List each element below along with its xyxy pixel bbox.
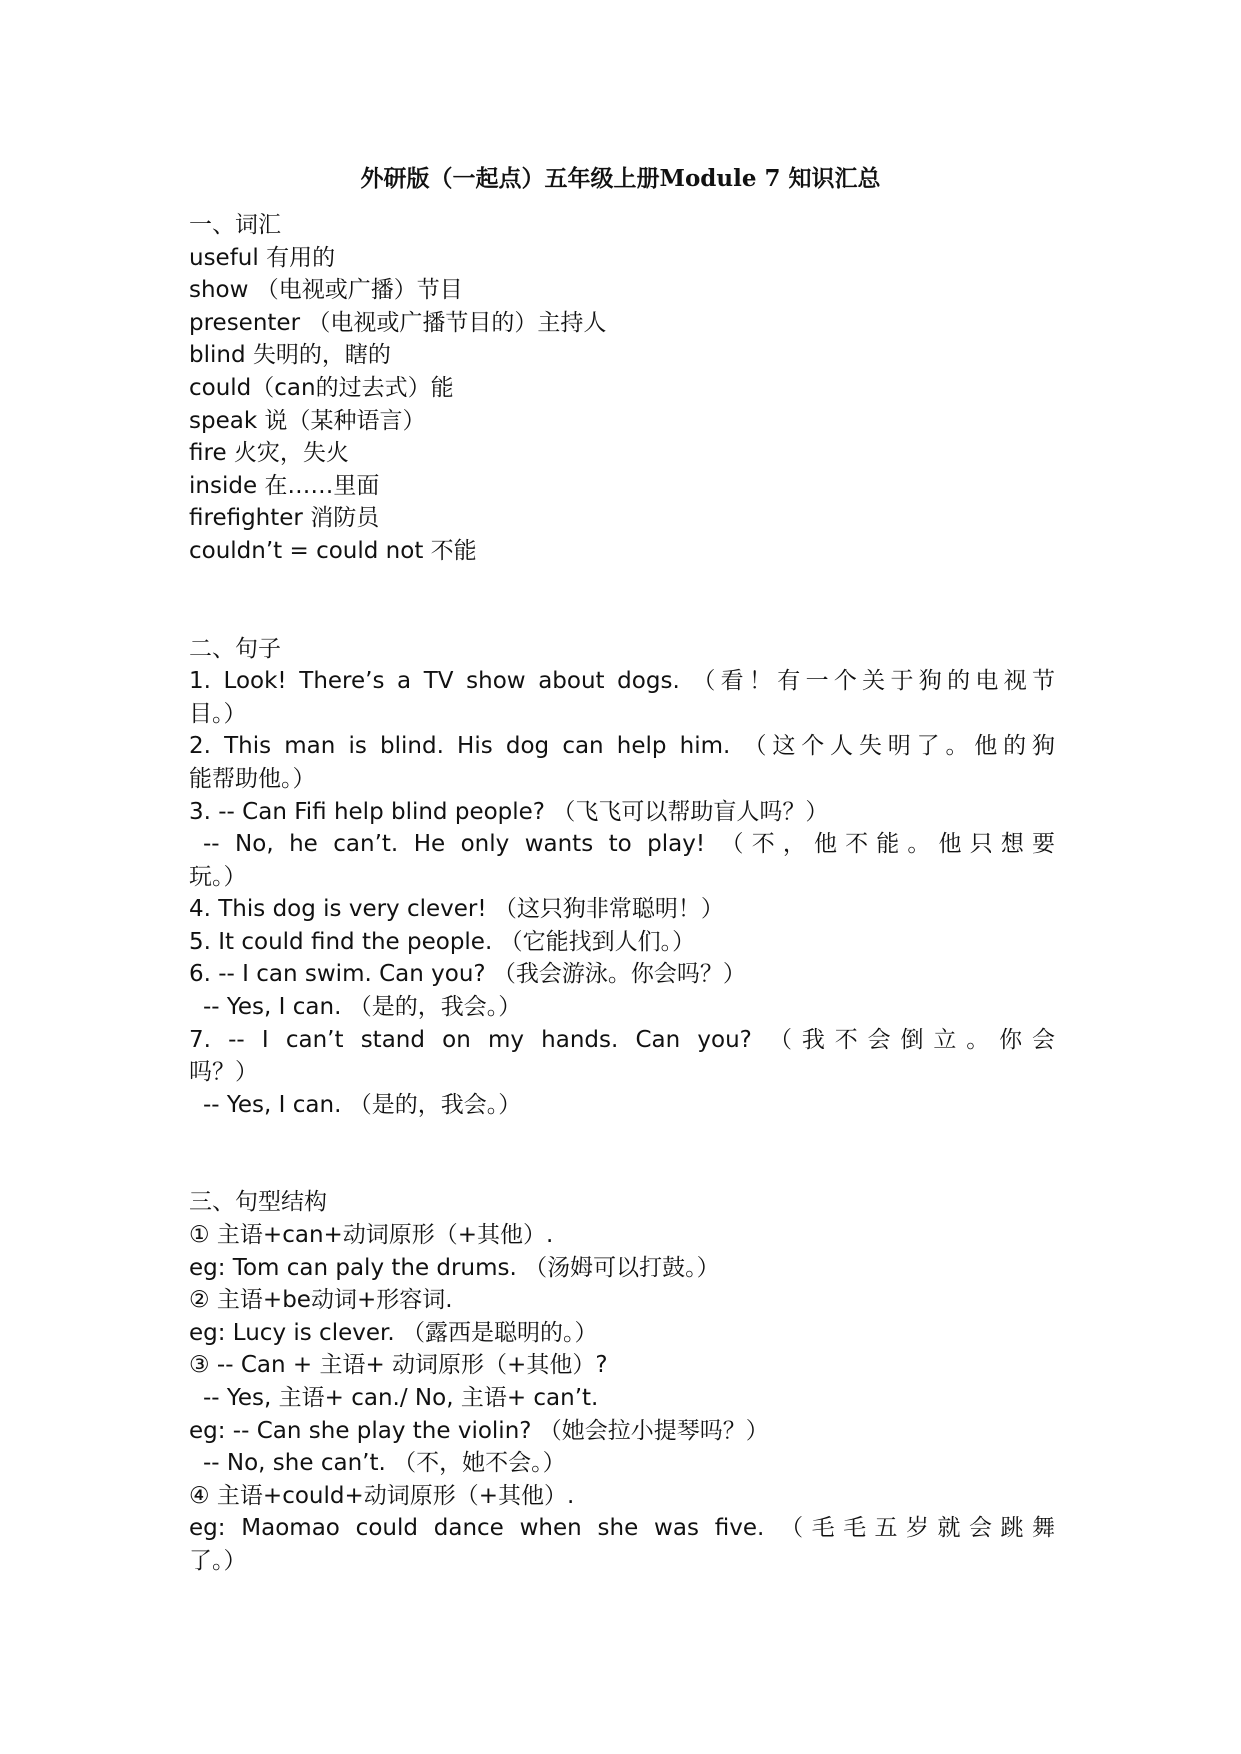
vocab-item: could（can的过去式）能	[189, 374, 454, 401]
structure-line: ① 主语+can+动词原形（+其他）.	[189, 1222, 554, 1249]
structure-line: eg: Lucy is clever. （露西是聪明的。）	[189, 1319, 598, 1346]
sentence-line: 3. -- Can Fifi help blind people? （飞飞可以帮助盲人吗？）	[189, 798, 829, 825]
structure-line: ④ 主语+could+动词原形（+其他）.	[189, 1482, 575, 1509]
sentences-heading: 二、句子	[189, 635, 281, 662]
sentence-line: 1. Look! There’s a TV show about dogs. （看！有一个关于狗的电视节	[189, 668, 1055, 695]
sentence-line: 6. -- I can swim. Can you? （我会游泳。你会吗？）	[189, 961, 746, 988]
structures-heading: 三、句型结构	[189, 1189, 327, 1216]
vocab-item: fire 火灾，失火	[189, 440, 349, 467]
section-spacer	[189, 1121, 1055, 1186]
sentence-line: -- Yes, I can. （是的，我会。）	[203, 1091, 522, 1118]
sentence-line: 4. This dog is very clever! （这只狗非常聪明！）	[189, 896, 724, 923]
vocab-item: inside 在……里面	[189, 472, 380, 499]
document-title: 外研版（一起点）五年级上册Module 7 知识汇总	[360, 165, 881, 192]
sentence-line: 5. It could find the people. （它能找到人们。）	[189, 928, 696, 955]
sentence-line: 目。）	[189, 700, 247, 727]
structure-line: eg: Tom can paly the drums. （汤姆可以打鼓。）	[189, 1254, 720, 1281]
structure-line: -- No, she can’t. （不，她不会。）	[203, 1450, 566, 1477]
sentence-line: -- Yes, I can. （是的，我会。）	[203, 994, 522, 1021]
vocab-item: presenter （电视或广播节目的）主持人	[189, 309, 607, 336]
vocab-item: firefighter 消防员	[189, 505, 380, 532]
vocab-item: blind 失明的，瞎的	[189, 342, 391, 369]
structure-line: -- Yes, 主语+ can./ No, 主语+ can’t.	[203, 1385, 599, 1411]
sentence-line: 玩。）	[189, 863, 247, 890]
vocab-item: couldn’t = could not 不能	[189, 537, 477, 564]
sentence-line: 7. -- I can’t stand on my hands. Can you? （我不会倒立。你会	[189, 1026, 1055, 1053]
document-body	[189, 209, 1055, 1578]
vocab-heading: 一、词汇	[189, 212, 281, 238]
structure-line: ② 主语+be动词+形容词.	[189, 1287, 453, 1314]
vocab-item: speak 说（某种语言）	[189, 407, 426, 434]
vocab-item: show （电视或广播）节目	[189, 277, 463, 304]
section-spacer	[189, 568, 1055, 633]
sentence-line: 吗？）	[189, 1059, 258, 1086]
structure-line: 了。）	[189, 1547, 247, 1574]
structure-line: ③ -- Can + 主语+ 动词原形（+其他）?	[189, 1352, 608, 1379]
vocab-item: useful 有用的	[189, 244, 336, 271]
structure-line: eg: -- Can she play the violin? （她会拉小提琴吗？）	[189, 1417, 769, 1444]
structure-line: eg: Maomao could dance when she was five. （毛毛五岁就会跳舞	[189, 1515, 1055, 1542]
sentence-line: 2. This man is blind. His dog can help him. （这个人失明了。他的狗	[189, 733, 1055, 760]
sentence-line: 能帮助他。）	[189, 765, 316, 792]
sentence-line: -- No, he can’t. He only wants to play! （不，他不能。他只想要	[203, 831, 1055, 858]
